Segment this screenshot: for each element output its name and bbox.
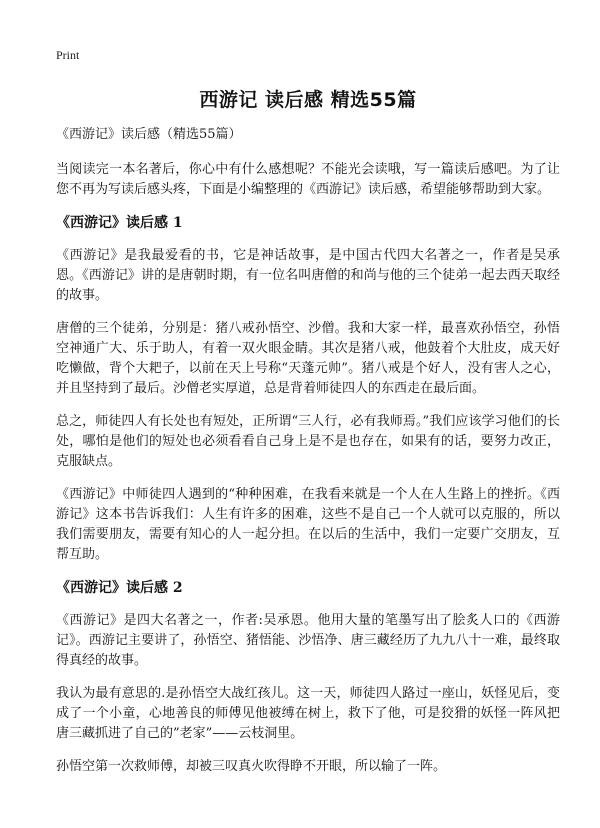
paragraph: 《西游记》中师徒四人遇到的“种种困难，在我看来就是一个人在人生路上的挫折。《西游记》这本书告诉我们：人生有许多的困难，这些不是自己一个人就可以克服的，所以我们需要朋友，需要有知心的人一起分担。在以后的生活中，我们一定要广交朋友，互帮互助。 — [56, 487, 560, 562]
paragraph: 《西游记》是四大名著之一，作者:吴承恩。他用大量的笔墨写出了脍炙人口的《西游记》。西游记主要讲了，孙悟空、猪悟能、沙悟净、唐三藏经历了九九八十一难，最终取得真经的故事。 — [56, 613, 560, 668]
section-heading-2: 《西游记》读后感 2 — [56, 580, 183, 596]
print-label: Print — [56, 48, 80, 62]
paragraph: 《西游记》是我最爱看的书，它是神话故事，是中国古代四大名著之一，作者是吴承恩。《西游记》讲的是唐朝时期，有一位名叫唐僧的和尚与他的三个徒弟一起去西天取经的故事。 — [56, 248, 560, 303]
paragraph: 我认为最有意思的.是孙悟空大战红孩儿。这一天，师徒四人路过一座山，妖怪见后，变成了一个小童，心地善良的师傅见他被缚在树上，救下了他，可是狡猾的妖怪一阵风把唐三藏抓进了自己的”老家”——云枝洞里。 — [56, 686, 560, 741]
document-subtitle: 《西游记》读后感（精选55篇） — [56, 127, 242, 142]
paragraph: 孙悟空第一次救师傅，却被三叹真火吹得睁不开眼，所以输了一阵。 — [56, 759, 447, 774]
intro-paragraph: 当阅读完一本名著后，你心中有什么感想呢？不能光会读哦，写一篇读后感吧。为了让您不再为写读后感头疼，下面是小编整理的《西游记》读后感，希望能够帮助到大家。 — [56, 162, 560, 197]
paragraph: 唐僧的三个徒弟，分别是：猪八戒孙悟空、沙僧。我和大家一样，最喜欢孙悟空，孙悟空神通广大、乐于助人，有着一双火眼金睛。其次是猪八戒，他鼓着个大肚皮，成天好吃懒做，背个大耙子，以前在天上号称“天蓬元帅”。猪八戒是个好人，没有害人之心，并且坚持到了最后。沙僧老实厚道，总是背着师徒四人的东西走在最后面。 — [56, 321, 560, 396]
paragraph: 总之，师徒四人有长处也有短处，正所谓“三人行，必有我师焉。”我们应该学习他们的长处，哪怕是他们的短处也必须看看自己身上是不是也存在，如果有的话，要努力改正，克服缺点。 — [56, 414, 560, 469]
section-heading-1: 《西游记》读后感 1 — [56, 215, 183, 231]
page-title: 西游记 读后感 精选55篇 — [199, 89, 417, 111]
